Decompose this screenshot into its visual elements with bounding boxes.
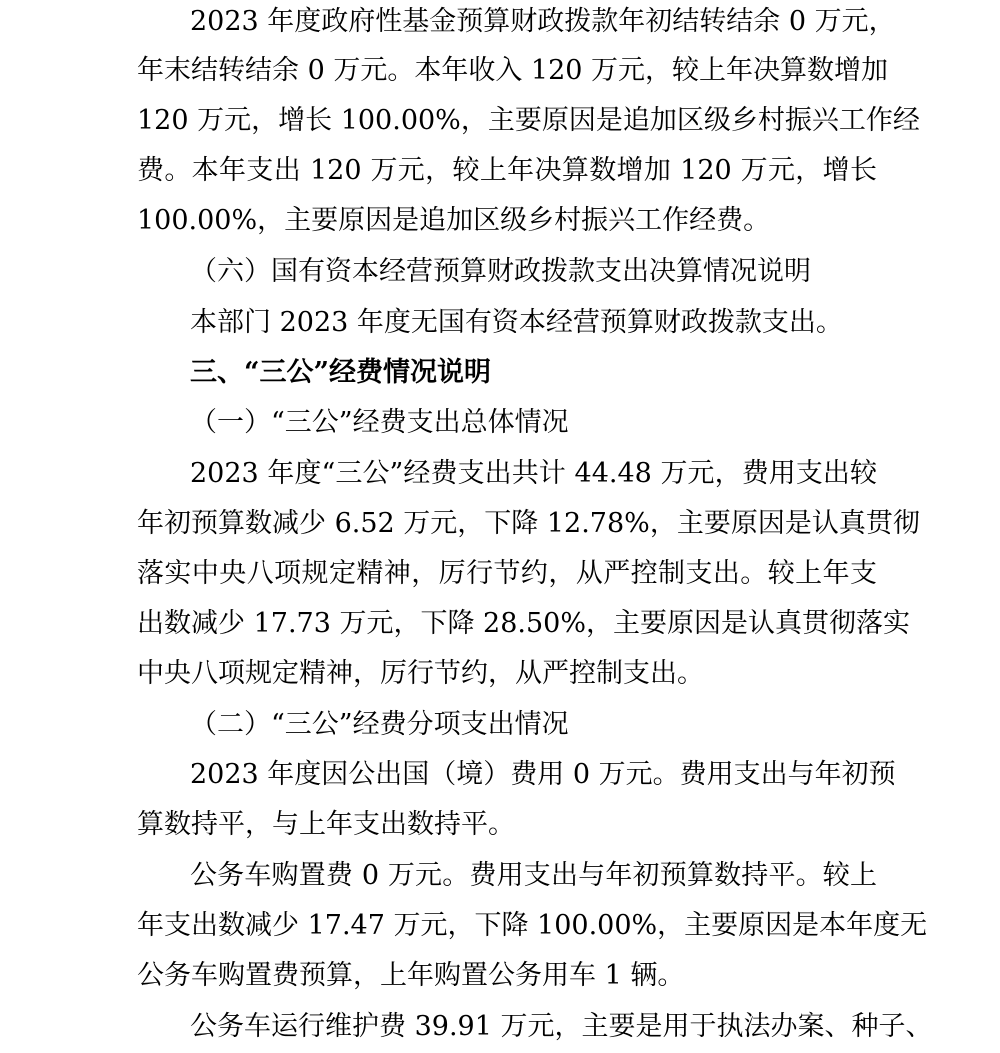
text-line: 算数持平，与上年支出数持平。 <box>137 809 515 840</box>
text-line: （一）“三公”经费支出总体情况 <box>190 407 569 438</box>
text-line: 2023 年度政府性基金预算财政拨款年初结转结余 0 万元， <box>190 6 896 37</box>
text-line: 落实中央八项规定精神，厉行节约，从严控制支出。较上年支 <box>137 558 877 589</box>
text-line: 100.00%，主要原因是追加区级乡村振兴工作经费。 <box>137 205 771 236</box>
text-line: 出数减少 17.73 万元，下降 28.50%，主要原因是认真贯彻落实 <box>137 608 910 639</box>
text-line: 中央八项规定精神，厉行节约，从严控制支出。 <box>137 658 704 689</box>
text-line: 2023 年度“三公”经费支出共计 44.48 万元，费用支出较 <box>190 458 877 489</box>
text-line: 120 万元，增长 100.00%，主要原因是追加区级乡村振兴工作经 <box>137 105 920 136</box>
text-line: 年初预算数减少 6.52 万元，下降 12.78%，主要原因是认真贯彻 <box>137 508 920 539</box>
text-line: 公务车购置费预算，上年购置公务用车 1 辆。 <box>137 960 685 991</box>
text-line: 公务车购置费 0 万元。费用支出与年初预算数持平。较上 <box>190 860 877 891</box>
text-line: 公务车运行维护费 39.91 万元，主要是用于执法办案、种子、 <box>190 1011 933 1042</box>
text-line: （六）国有资本经营预算财政拨款支出决算情况说明 <box>190 256 811 287</box>
text-line: 年末结转结余 0 万元。本年收入 120 万元，较上年决算数增加 <box>137 55 889 86</box>
section-heading: 三、“三公”经费情况说明 <box>190 357 492 388</box>
text-line: 费。本年支出 120 万元，较上年决算数增加 120 万元，增长 <box>137 155 877 186</box>
text-line: 本部门 2023 年度无国有资本经营预算财政拨款支出。 <box>190 307 843 338</box>
text-line: 年支出数减少 17.47 万元，下降 100.00%，主要原因是本年度无 <box>137 910 928 941</box>
text-line: （二）“三公”经费分项支出情况 <box>190 709 569 740</box>
text-line: 2023 年度因公出国（境）费用 0 万元。费用支出与年初预 <box>190 759 896 790</box>
